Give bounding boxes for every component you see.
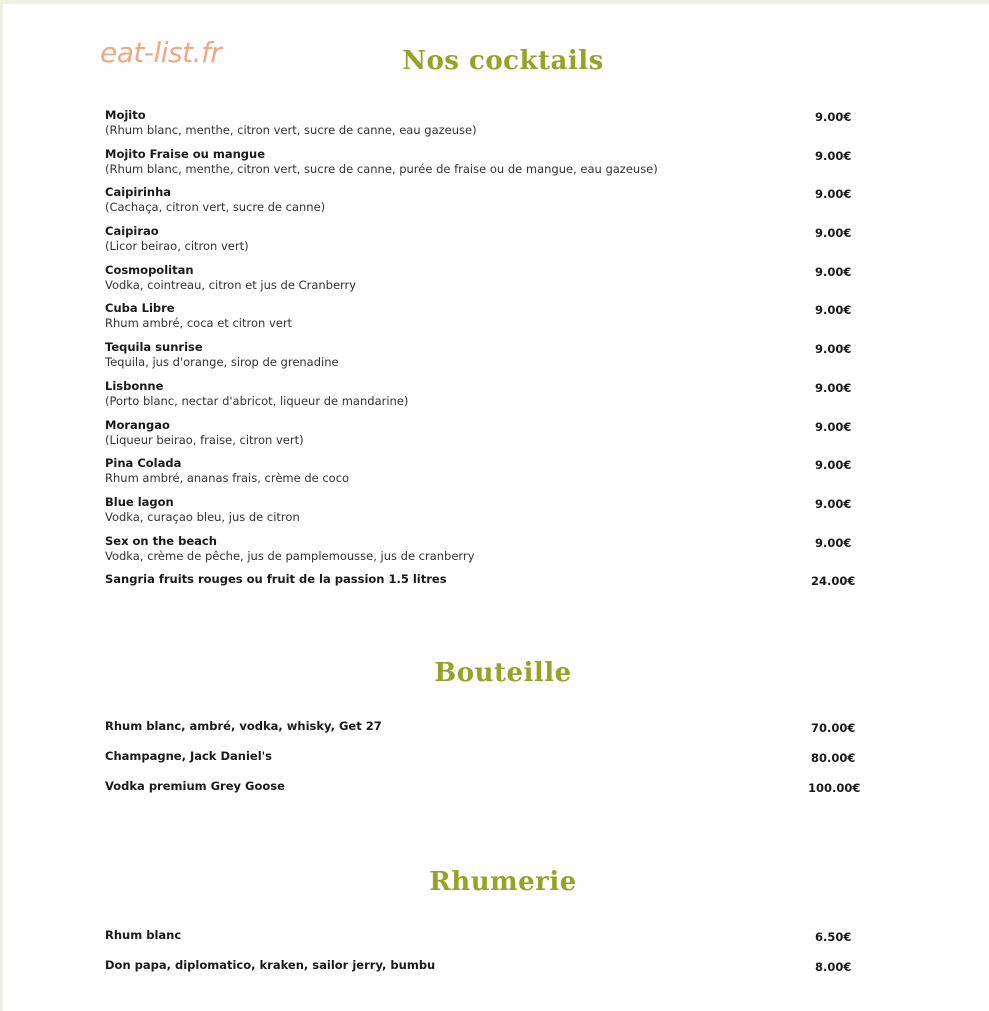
list-item [105, 418, 865, 457]
item-description: (Liqueur beirao, fraise, citron vert) [105, 432, 304, 447]
item-price: 9.00€ [815, 419, 852, 434]
item-price: 80.00€ [811, 751, 856, 765]
item-price: 9.00€ [815, 303, 852, 318]
list-item [105, 749, 865, 779]
watermark: eat-list.fr [100, 36, 222, 69]
list-item [105, 719, 865, 749]
item-name: Vodka premium Grey Goose [105, 779, 285, 793]
item-name: Sangria fruits rouges ou fruit de la passion 1.5 litres [105, 572, 447, 587]
list-item [105, 928, 865, 958]
item-price: 6.50€ [815, 930, 852, 944]
list-item [105, 572, 865, 592]
item-name: Blue lagon [105, 494, 174, 509]
item-price: 9.00€ [815, 110, 852, 124]
item-name: Rhum blanc, ambré, vodka, whisky, Get 27 [105, 719, 382, 733]
list-item [105, 301, 865, 340]
item-description: Vodka, cointreau, citron et jus de Cranberry [105, 277, 357, 292]
item-price: 9.00€ [815, 226, 852, 241]
list-item [105, 263, 865, 302]
list-item [105, 224, 865, 263]
item-price: 9.00€ [815, 148, 852, 163]
item-price: 9.00€ [815, 264, 852, 279]
item-name: Cuba Libre [105, 301, 175, 316]
item-description: Tequila, jus d'orange, sirop de grenadine [105, 355, 339, 370]
item-name: Morangao [105, 417, 170, 432]
item-price: 24.00€ [811, 574, 856, 589]
item-description: (Rhum blanc, menthe, citron vert, sucre de canne, purée de fraise ou de mangue, eau gazeuse) [105, 161, 658, 176]
list-item [105, 958, 865, 988]
item-name: Pina Colada [105, 456, 182, 471]
cocktails-title: Nos cocktails [402, 46, 604, 76]
item-description: (Licor beirao, citron vert) [105, 239, 249, 254]
item-name: Mojito [105, 108, 146, 122]
list-item [105, 379, 865, 418]
list-item [105, 534, 865, 573]
list-item [105, 456, 865, 495]
item-price: 9.00€ [815, 458, 852, 473]
item-price: 9.00€ [815, 342, 852, 357]
list-item [105, 495, 865, 534]
menu-page [3, 4, 989, 1011]
item-description: (Cachaça, citron vert, sucre de canne) [105, 200, 326, 215]
item-name: Tequila sunrise [105, 340, 203, 355]
item-name: Rhum blanc [105, 928, 182, 942]
item-price: 9.00€ [815, 187, 852, 202]
item-price: 8.00€ [815, 960, 852, 974]
item-name: Caipirao [105, 224, 159, 239]
item-description: Rhum ambré, coca et citron vert [105, 316, 293, 331]
item-name: Champagne, Jack Daniel's [105, 749, 273, 763]
item-price: 9.00€ [815, 496, 852, 511]
item-description: (Rhum blanc, menthe, citron vert, sucre de canne, eau gazeuse) [105, 123, 477, 137]
item-price: 9.00€ [815, 380, 852, 395]
item-name: Lisbonne [105, 378, 164, 393]
item-description: (Porto blanc, nectar d'abricot, liqueur de mandarine) [105, 393, 409, 408]
item-price: 70.00€ [811, 721, 856, 735]
list-item [105, 340, 865, 379]
list-item [105, 147, 865, 186]
item-description: Vodka, crème de pêche, jus de pamplemousse, jus de cranberry [105, 548, 475, 563]
cocktails-list [105, 108, 865, 592]
item-name: Mojito Fraise ou mangue [105, 146, 266, 161]
list-item [105, 108, 865, 147]
item-price: 100.00€ [808, 781, 861, 795]
item-name: Sex on the beach [105, 533, 217, 548]
item-name: Don papa, diplomatico, kraken, sailor jerry, bumbu [105, 958, 436, 972]
rhumerie-list [105, 928, 865, 988]
bouteille-list [105, 719, 865, 809]
item-name: Caipirinha [105, 185, 172, 200]
list-item [105, 779, 865, 809]
item-name: Cosmopolitan [105, 262, 194, 277]
item-price: 9.00€ [815, 535, 852, 550]
item-description: Rhum ambré, ananas frais, crème de coco [105, 471, 350, 486]
list-item [105, 185, 865, 224]
rhumerie-title: Rhumerie [429, 867, 577, 897]
item-description: Vodka, curaçao bleu, jus de citron [105, 509, 300, 524]
bouteille-title: Bouteille [434, 658, 572, 688]
